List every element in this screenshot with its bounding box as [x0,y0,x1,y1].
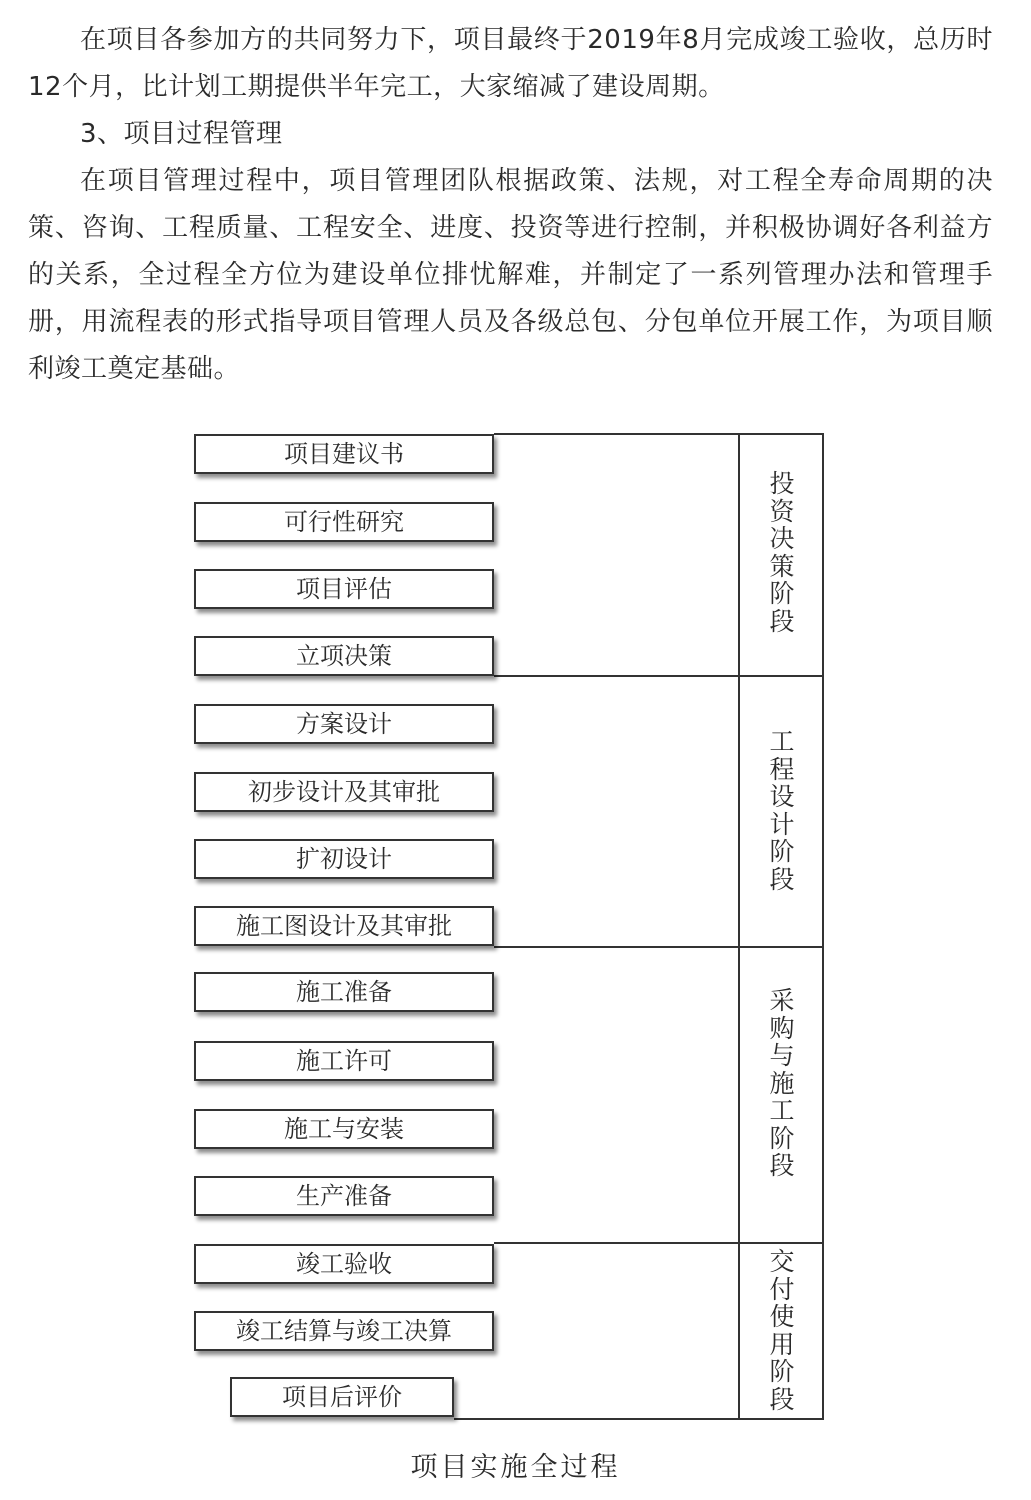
connector-line [454,1418,740,1420]
step-box: 初步设计及其审批 [194,772,494,812]
connector-line [494,675,740,677]
step-box: 可行性研究 [194,502,494,542]
phase-label-procurement: 采购与施工阶段 [769,986,795,1180]
step-box: 方案设计 [194,704,494,744]
process-paragraph: 在项目管理过程中，项目管理团队根据政策、法规，对工程全寿命周期的决策、咨询、工程质量、工程安全、进度、投资等进行控制，并积极协调好各利益方的关系，全过程全方位为建设单位排忧解难，并制定了一系列管理办法和管理手册，用流程表的形式指导项目管理人员及各级总包、分包单位开展工作，为项目顺利竣工奠定基础。 [28,166,993,384]
step-box: 项目建议书 [194,434,494,474]
intro-paragraph: 在项目各参加方的共同努力下，项目最终于2019年8月完成竣工验收，总历时12个月，比计划工期提供半年完工，大家缩减了建设周期。 [28,25,993,102]
connector-line [494,1242,740,1244]
figure-caption: 项目实施全过程 [410,1452,621,1483]
phase-label-investment: 投资决策阶段 [769,469,795,636]
phase-label-design: 工程设计阶段 [769,727,795,894]
step-box: 施工与安装 [194,1109,494,1149]
step-box: 竣工验收 [194,1244,494,1284]
phase-label-delivery: 交付使用阶段 [769,1247,795,1414]
connector-line [494,433,740,435]
step-box: 竣工结算与竣工决算 [194,1311,494,1351]
step-box: 施工许可 [194,1041,494,1081]
section-heading: 3、项目过程管理 [80,119,283,149]
step-box: 施工准备 [194,972,494,1012]
step-box: 扩初设计 [194,839,494,879]
step-box: 施工图设计及其审批 [194,906,494,946]
step-box: 项目评估 [194,569,494,609]
connector-line [494,946,740,948]
step-box: 立项决策 [194,636,494,676]
step-box: 生产准备 [194,1176,494,1216]
step-box: 项目后评价 [230,1377,454,1417]
